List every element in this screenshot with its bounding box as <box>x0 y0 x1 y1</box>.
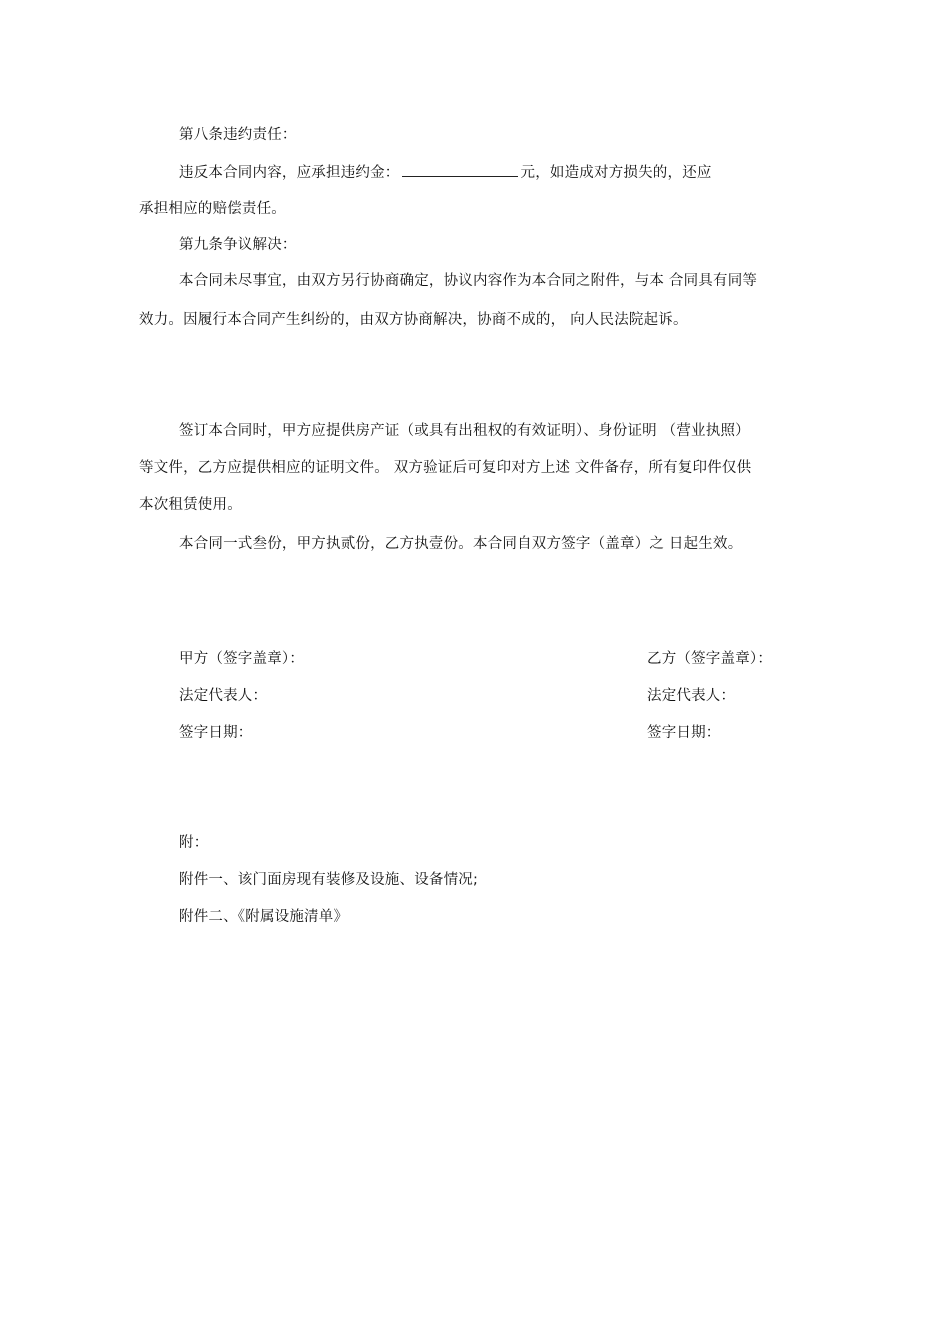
article9-line2: 效力。因履行本合同产生纠纷的，由双方协商解决，协商不成的， 向人民法院起诉。 <box>139 312 688 328</box>
penalty-amount-blank <box>402 162 518 177</box>
documents-line2: 等文件，乙方应提供相应的证明文件。 双方验证后可复印对方上述 文件备存，所有复印件仅供 <box>139 460 752 476</box>
party-a-date: 签字日期： <box>179 725 253 741</box>
party-a-label: 甲方（签字盖章）： <box>179 651 305 667</box>
article8-line1-after: 元，如造成对方损失的，还应 <box>520 165 712 181</box>
article8-heading: 第八条违约责任： <box>179 127 297 143</box>
party-a-representative: 法定代表人： <box>179 688 268 704</box>
appendix-item-2: 附件二、《附属设施清单》 <box>179 909 349 925</box>
article9-heading: 第九条争议解决： <box>179 237 297 253</box>
article9-line1: 本合同未尽事宜，由双方另行协商确定，协议内容作为本合同之附件，与本 合同具有同等 <box>179 273 758 289</box>
article8-line1 <box>179 162 712 183</box>
documents-line1: 签订本合同时，甲方应提供房产证（或具有出租权的有效证明）、身份证明 （营业执照） <box>179 423 750 439</box>
party-b-date: 签字日期： <box>647 725 721 741</box>
party-b-representative: 法定代表人： <box>647 688 736 704</box>
appendix-item-1: 附件一、该门面房现有装修及设施、设备情况; <box>179 872 479 888</box>
article8-line2: 承担相应的赔偿责任。 <box>139 201 286 217</box>
article8-line1-before: 违反本合同内容，应承担违约金： <box>179 165 400 181</box>
party-b-label: 乙方（签字盖章）： <box>647 651 773 667</box>
copies-line1: 本合同一式叁份，甲方执贰份，乙方执壹份。本合同自双方签字（盖章）之 日起生效。 <box>179 536 743 552</box>
documents-line3: 本次租赁使用。 <box>139 497 242 513</box>
appendix-heading: 附： <box>179 835 209 851</box>
